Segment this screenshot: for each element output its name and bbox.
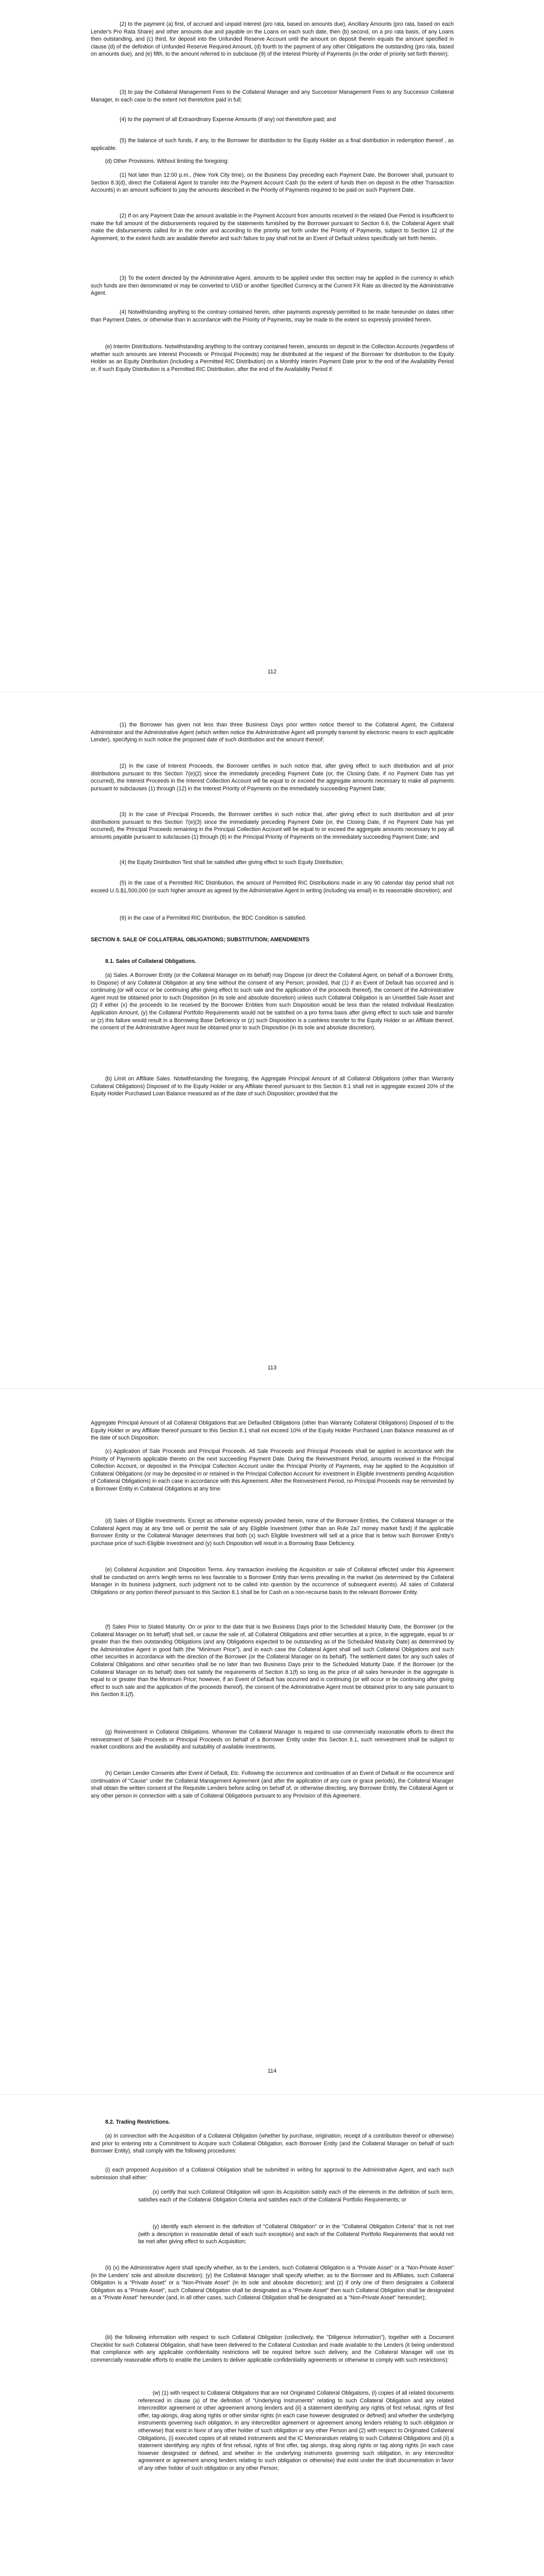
paragraph-e-interim-distributions: (e) Interim Distributions. Notwithstanding anything to the contrary contained herein, amounts on deposit in the Collection Accounts (regardless of whether such amounts are Interest Proceeds or Principal Proceeds) may be distributed at the request of the Borrower for distribution to the Equity Holder as an Equity Distribution (including a Permitted RIC Distribution) on a Monthly Interim Payment Date prior to the end of the Availability Period or, if such Equity Distribution is a Permitted RIC Distribution, after the end of the Availability Period if: bbox=[91, 344, 454, 372]
page-113 bbox=[0, 692, 544, 1388]
paragraph-e3: (3) in the case of Principal Proceeds, the Borrower certifies in such notice that, after giving effect to such distribution and all prior distributions pursuant to this Section 7(e)(3) since the immediately preceding Payment Date (or, the Closing Date, if no Payment Date has yet occurred), the Principal Proceeds remaining in the Principal Collection Account will be equal to or exceed the aggregate amounts necessary to pay all amounts payable pursuant to subclauses (1) through (8) in the Principal Priority of Payments on the immediately succeeding Payment Date; and bbox=[91, 811, 454, 840]
page-112 bbox=[0, 0, 544, 692]
paragraph-4-extraordinary-expenses: (4) to the payment of all Extraordinary Expense Amounts (if any) not theretofore paid; and bbox=[120, 116, 336, 123]
paragraph-d4: (4) Notwithstanding anything to the contrary contained herein, other payments expressly permitted to be made hereunder on dates other than Payment Dates, or otherwise than in accordance with the Priority of Payments, may be made to the extent so expressly provided herein. bbox=[91, 309, 454, 323]
paragraph-d1: (1) Not later than 12:00 p.m., (New York City time), on the Business Day preceding each Payment Date, the Borrower shall, pursuant to Section 8.3(d), direct the Collateral Agent to transfer into the Payment Account Cash (to the extent of funds then on deposit in the other Transaction Accounts) in an amount sufficient to pay the amounts described in the Priority of Payments required to be paid on such Payment Date. bbox=[91, 172, 454, 194]
paragraph-e4: (4) the Equity Distribution Test shall be satisfied after giving effect to such Equity Distribution; bbox=[120, 859, 344, 866]
page-114 bbox=[0, 1388, 544, 2094]
paragraph-8-1-f-stated-maturity: (f) Sales Prior to Stated Maturity. On or prior to the date that is two Business Days prior to the Scheduled Maturity Date, the Borrower (or the Collateral Manager on its behalf) shall sell, or cause the sale of, all Collateral Obligations and other securities at a price, in the aggregate, equal to or greater than the then outstanding Obligations (and any Obligations expected to be outstanding as of the Scheduled Maturity Date) as determined by the Administrative Agent in good faith (the "Minimum Price"), and in each case the Collateral Agent shall sell such Collateral Obligations and such other securities in accordance with the direction of the Borrower (or the Collateral Manager on its behalf). The settlement dates for any such sales of Collateral Obligations and other securities shall be no later than two Business Days prior to the Scheduled Maturity Date. If the Borrower (or the Collateral Manager on its behalf) does not satisfy the requirements of Section 8.1(f) so long as the price of all sales hereunder in the aggregate is equal to or greater than the Minimum Price; however, if an Event of Default has occurred and is continuing (or will occur or be continuing after giving effect to such sale and the application of the proceeds thereof), the consent of the Administrative Agent must be obtained prior to any sale pursuant to this Section 8.1(f). bbox=[91, 1624, 454, 1698]
section-8-2-heading: 8.2. Trading Restrictions. bbox=[105, 2119, 170, 2125]
paragraph-8-1-b-affiliate-sales: (b) Limit on Affiliate Sales. Notwithstanding the foregoing, the Aggregate Principal Amount of all Collateral Obligations (other than Warranty Collateral Obligations) Disposed of to the Equity Holder or any Affiliate thereof pursuant to this Section 8.1 shall not in aggregate exceed 20% of the Equity Holder Purchased Loan Balance measured as of the date of such Disposition; provided that the bbox=[91, 1076, 454, 1097]
paragraph-3-management-fees: (3) to pay the Collateral Management Fees to the Collateral Manager and any Successor Management Fees to any Successor Collateral Manager, in each case to the extent not theretofore paid in full; bbox=[91, 89, 454, 103]
section-8-1-heading: 8.1. Sales of Collateral Obligations. bbox=[105, 958, 196, 964]
paragraph-8-2-a-i-y: (y) identify each element in the definition of "Collateral Obligation" or in the "Collateral Obligation Criteria" that is not met (with a description in reasonable detail of each such exception) and each of the Collateral Portfolio Requirements that would not be met after giving effect to such Acquisition; bbox=[138, 2224, 454, 2245]
paragraph-8-1-a-sales: (a) Sales. A Borrower Entity (or the Collateral Manager on its behalf) may Dispose (or direct the Collateral Agent, on behalf of a Borrower Entity, to Dispose) of any Collateral Obligation at any time without the consent of any Person; provided, that (1) if an Event of Default has occurred and is continuing (or will occur or be continuing after giving effect to such sale and the application of the proceeds thereof), the consent of the Administrative Agent must be obtained prior to such Disposition (in its sole and absolute discretion) unless such Collateral Obligation is an Unsettled Sale Asset and (2) if either (x) the proceeds to be received by the Borrower Entities from such Disposition would be less than the related Individual Realization Application Amount, (y) the Collateral Portfolio Requirements would not be satisfied on a pro forma basis after giving effect to such sale and transfer or (z) this failure would result in a Borrowing Base Deficiency or (z) such Disposition is a cashless transfer to the Equity Holder or an Affiliate thereof, the consent of the Administrative Agent must be obtained prior to such Disposition (in its sole and absolute discretion). bbox=[91, 972, 454, 1031]
paragraph-8-2-a-iii-w: (w) (1) with respect to Collateral Obligations that are not Originated Collateral Obligations, (i) copies of all related documents referenced in clause (a) of the definition of "Underlying Instruments" relating to such Collateral Obligation and any related intercreditor agreement or other agreement among lenders and (ii) a statement identifying any rights of first refusal, rights of first offer, tag-alongs, drag along rights or other similar rights (in each case however designated or defined) and whether the underlying instruments governing such obligation, in any intercreditor agreement or agreement among lenders relating to such obligation or otherwise) that exist in favor of any other holder of such obligation or any other Person and (2) with respect to Originated Collateral Obligations, (i) executed copies of all related instruments and the IC Memorandum relating to such Collateral Obligations and (ii) a statement identifying any rights of first refusal, rights of first offer, tag alongs, drag along rights or tag along rights (in each case however designated or defined, and whether in the underlying instruments governing such obligation, in any intercreditor agreement or agreement among lenders relating to such obligation or otherwise) that exist under the draft documentation in favor of any other holder of such obligation or any other Person; bbox=[138, 2390, 454, 2471]
paragraph-8-2-a-i: (i) each proposed Acquisition of a Collateral Obligation shall be submitted in writing for approval to the Administrative Agent, and each such submission shall either: bbox=[91, 2167, 454, 2181]
page-115 bbox=[0, 2094, 544, 2576]
paragraph-8-1-h-lender-consents: (h) Certain Lender Consents after Event of Default, Etc. Following the occurrence and continuation of an Event of Default or the occurrence and continuation of "Cause" under the Collateral Management Agreement (and after the application of any cure or grace periods), the Collateral Manager shall obtain the written consent of the Requisite Lenders before acting on behalf of, or otherwise directing, any Borrower Entity, the Collateral Agent or any other person in connection with a sale of Collateral Obligations pursuant to any Provision of this Agreement. bbox=[91, 1770, 454, 1799]
paragraph-e6: (6) in the case of a Permitted RIC Distribution, the BDC Condition is satisfied. bbox=[120, 915, 307, 921]
paragraph-d3: (3) To the extent directed by the Administrative Agent, amounts to be applied under this section may be applied in the currency in which such funds are then denominated or may be converted to USD or another Specified Currency at the Current FX Rate as directed by the Administrative Agent. bbox=[91, 275, 454, 297]
paragraph-d-other-provisions: (d) Other Provisions. Without limiting the foregoing: bbox=[105, 158, 229, 164]
section-8-heading: SECTION 8. SALE OF COLLATERAL OBLIGATIONS; SUBSTITUTION; AMENDMENTS bbox=[91, 937, 309, 943]
paragraph-8-2-a: (a) In connection with the Acquisition of a Collateral Obligation (whether by purchase, origination, receipt of a contribution thereof or otherwise) and prior to entering into a Commitment to Acquire such Collateral Obligation, each Borrower Entity (and the Collateral Manager on behalf of such Borrower Entity), shall comply with the following procedures: bbox=[91, 2133, 454, 2155]
paragraph-8-1-e-acquisition-terms: (e) Collateral Acquisition and Disposition Terms. Any transaction involving the Acquisition or sale of Collateral effected under this Agreement shall be conducted on arm's length terms no less favorable to a Borrower Entity than terms prevailing in the market (as determined by the Collateral Manager in its business judgment, such judgment not to be called into question by the occurrence of subsequent events). All sales of Collateral Obligations or any portion thereof pursuant to this Section 8.1 shall be for Cash on a non-recourse basis to the relevant Borrower Entity. bbox=[91, 1567, 454, 1596]
page-number: 114 bbox=[267, 2068, 277, 2074]
page-number: 113 bbox=[267, 1365, 277, 1371]
paragraph-continued: Aggregate Principal Amount of all Collateral Obligations that are Defaulted Obligations (other than Warranty Collateral Obligations) Disposed of to the Equity Holder or any Affiliate thereof pursuant to this Section 8.1 shall not exceed 10% of the Equity Holder Purchased Loan Balance measured as of the date of such Disposition. bbox=[91, 1420, 454, 1442]
paragraph-d2: (2) If on any Payment Date the amount available in the Payment Account from amounts received in the related Due Period is insufficient to make the full amount of the disbursements required by the statements furnished by the Borrower pursuant to Section 6.6, the Collateral Agent shall make the disbursements called for in the order and according to the priority set forth under the Priority of Payments, subject to Section 12 of the Agreement, to the extent funds are available therefor and such failure to pay shall not be an Event of Default unless specifically set forth herein. bbox=[91, 213, 454, 242]
paragraph-8-1-c-application: (c) Application of Sale Proceeds and Principal Proceeds. All Sale Proceeds and Principal Proceeds shall be applied in accordance with the Priority of Payments applicable thereto on the next succeeding Payment Date. During the Reinvestment Period, amounts received in the Principal Collection Account, or deposited in the Principal Collection Account under the Principal Priority of Payments, may be applied to the Acquisition of Collateral Obligations (or may be deposited in or retained in the Principal Collection Account for investment in Eligible Investments pending Acquisition of Collateral Obligations) in each case in accordance with this Agreement. After the Reinvestment Period, no Principal Proceeds may be reinvested by a Borrower Entity in Collateral Obligations at any time. bbox=[91, 1448, 454, 1492]
paragraph-2-priority: (2) to the payment (a) first, of accrued and unpaid interest (pro rata, based on amounts due), Ancillary Amounts (pro rata, based on each Lender's Pro Rata Share) and other amounts due and payable on the Loans on each such date, then (b) second, on a pro rata basis, of any Loans then outstanding, and (c) third, for deposit into the Unfunded Reserve Account until the amount on deposit therein equals the amount specified in clause (d) of the definition of Unfunded Reserve Required Amount, (d) fourth to the payment of any other Obligations the outstanding (pro rata, based on amounts due), and (e) fifth, to the amount referred to in subclause (9) of the Interest Priority of Payments (in the order of priority set forth therein); bbox=[91, 21, 454, 58]
page-number: 112 bbox=[267, 669, 277, 675]
paragraph-5-balance: (5) the balance of such funds, if any, to the Borrower for distribution to the Equity Holder as a final distribution in redemption thereof , as applicable. bbox=[91, 138, 454, 151]
paragraph-e2: (2) in the case of Interest Proceeds, the Borrower certifies in such notice that, after giving effect to such distribution and all prior distributions pursuant to this Section 7(e)(2) since the immediately preceding Payment Date (or, the Closing Date, if no Payment Date has yet occurred), the Interest Proceeds in the Interest Collection Account will be equal to or exceed the aggregate amounts necessary to make all payments pursuant to subclauses (1) through (12) in the Interest Priority of Payments on the immediately succeeding Payment Date; bbox=[91, 763, 454, 792]
paragraph-8-1-g-reinvestment: (g) Reinvestment in Collateral Obligations. Whenever the Collateral Manager is required to use commercially reasonable efforts to direct the reinvestment of Sale Proceeds or Principal Proceeds on behalf of a Borrower Entity under this Section 8.1, such reinvestment shall be subject to market conditions and the availability and suitability of available investments. bbox=[91, 1729, 454, 1751]
paragraph-8-2-a-iii: (iii) the following information with respect to such Collateral Obligation (collectively, the "Diligence Information"), together with a Document Checklist for such Collateral Obligation, shall have been delivered to the Collateral Custodian and made available to the Lenders (it being understood that compliance with any applicable confidentiality restrictions will be required before such delivery, and the Collateral Manager will use its commercially reasonable efforts to enable the Lenders to deliver applicable confidentiality agreements or otherwise to comply with such restrictions): bbox=[91, 2334, 454, 2363]
paragraph-e1: (1) the Borrower has given not less than three Business Days prior written notice thereof to the Collateral Agent, the Collateral Administrator and the Administrative Agent (which written notice the Administrative Agent will promptly transmit by electronic means to each applicable Lender), specifying in such notice the proposed date of such distribution and the amount thereof; bbox=[91, 722, 454, 743]
paragraph-8-2-a-ii: (ii) (x) the Administrative Agent shall specify whether, as to the Lenders, such Collateral Obligation is a "Private Asset" or a "Non-Private Asset" (in the Lenders' sole and absolute discretion); (y) the Collateral Manager shall specify whether, as to the Borrower and its Affiliates, such Collateral Obligation is a "Private Asset" or a "Non-Private Asset" (in its sole and absolute discretion); and (z) if only one of them designates a Collateral Obligation as a "Private Asset", such Collateral Obligation shall be designated as a "Private Asset" then such Collateral Obligation shall be designated as a "Private Asset" hereunder (and, in all other cases, such Collateral Obligation shall be designated as a "Non-Private Asset" hereunder); bbox=[91, 2265, 454, 2301]
paragraph-e5: (5) in the case of a Permitted RIC Distribution, the amount of Permitted RIC Distributions made in any 90 calendar day period shall not exceed U.S.$1,500,000 (or such higher amount as agreed by the Administrative Agent in writing (including via email) in its reasonable discretion); and bbox=[91, 880, 454, 894]
paragraph-8-2-a-i-x: (x) certify that such Collateral Obligation will upon its Acquisition satisfy each of the elements in the definition of such term, satisfies each of the Collateral Obligation Criteria and satisfies each of the Collateral Portfolio Requirements; or bbox=[138, 2189, 454, 2203]
paragraph-8-1-d-eligible-investments: (d) Sales of Eligible Investments. Except as otherwise expressly provided herein, none of the Borrower Entities, the Collateral Manager or the Collateral Agent may at any time sell or permit the sale of any Eligible Investment (other than an Rule 2a7 money market fund) if the applicable Borrower Entity or the Collateral Manager determines that both (x) such Eligible Investment will sell at a price that is below such Borrower Entity's purchase price of such Eligible Investment and (y) such Disposition will result in a Borrowing Base Deficiency. bbox=[91, 1518, 454, 1547]
